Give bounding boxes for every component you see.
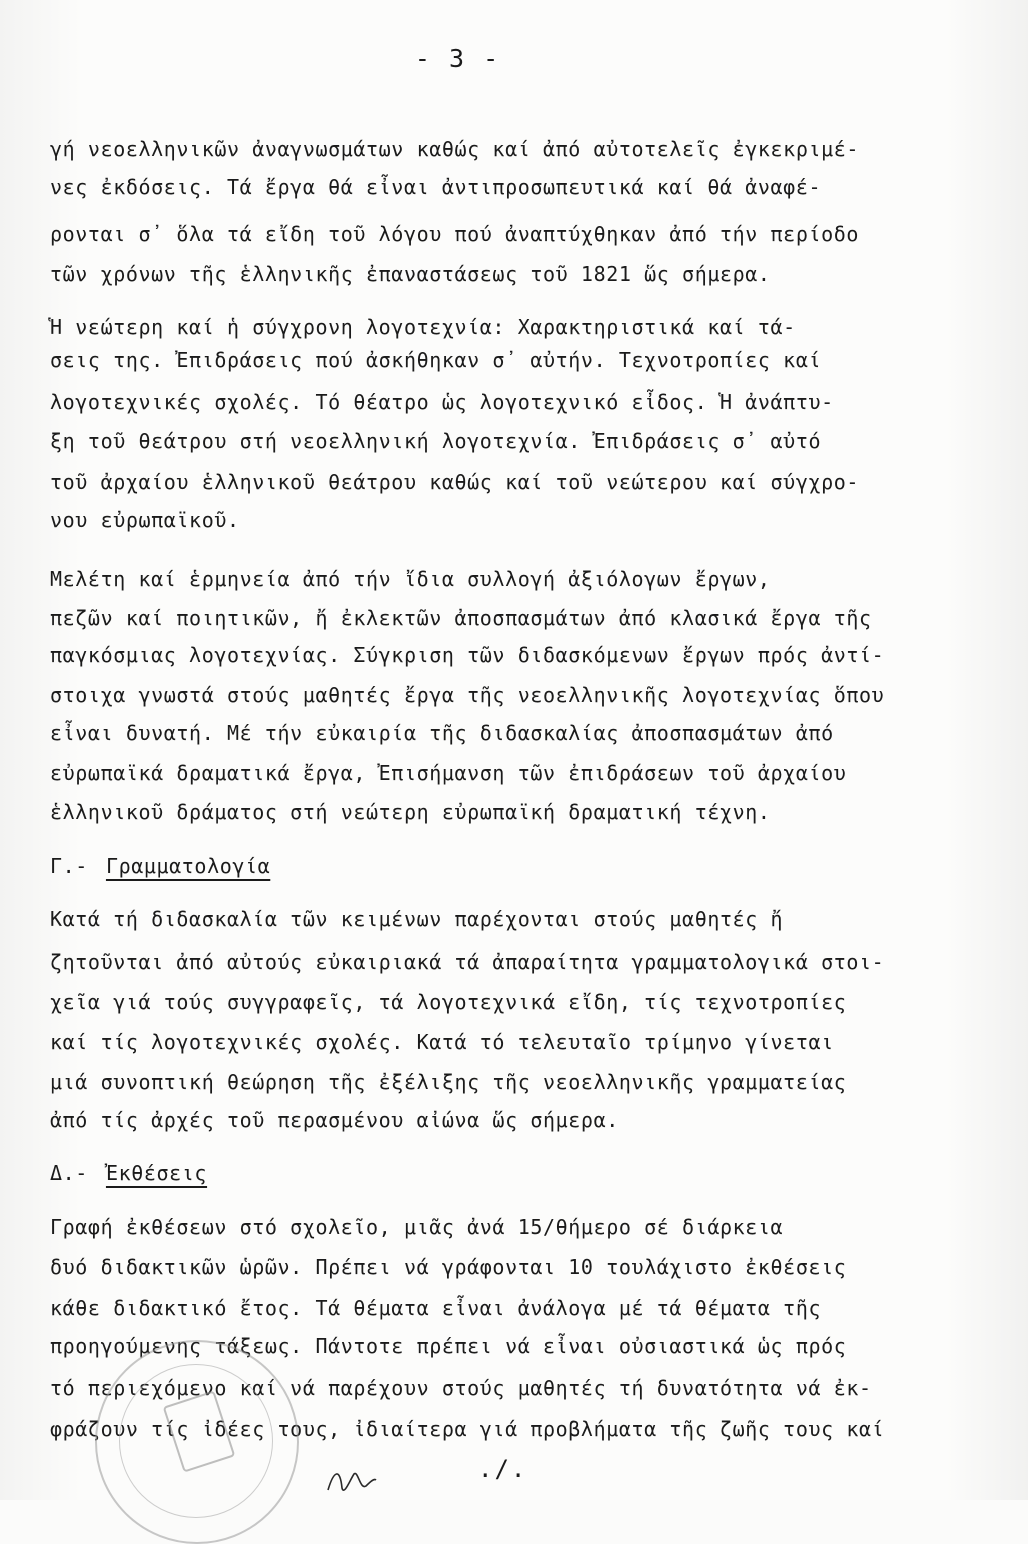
section-heading-d	[50, 1158, 207, 1188]
text-line: σεις της. Ἐπιδράσεις πού ἀσκήθηκαν σ᾽ αὐτήν. Τεχνοτροπίες καί	[50, 348, 822, 372]
text-line: κάθε διδακτικό ἔτος. Τά θέματα εἶναι ἀνάλογα μέ τά θέματα τῆς	[50, 1296, 822, 1320]
page-number: - 3 -	[414, 44, 501, 73]
continuation-mark: ./.	[478, 1455, 528, 1483]
text-line: νες ἐκδόσεις. Τά ἔργα θά εἶναι ἀντιπροσωπευτικά καί θά ἀναφέ-	[50, 175, 822, 199]
section-heading-g	[50, 851, 270, 881]
text-line: στοιχα γνωστά στούς μαθητές ἔργα τῆς νεοελληνικῆς λογοτεχνίας ὅπου	[50, 683, 885, 707]
text-line: Κατά τή διδασκαλία τῶν κειμένων παρέχονται στούς μαθητές ἤ	[50, 907, 784, 931]
text-line: ξη τοῦ θεάτρου στή νεοελληνική λογοτεχνία. Ἐπιδράσεις σ᾽ αὐτό	[50, 429, 822, 453]
text-line: παγκόσμιας λογοτεχνίας. Σύγκριση τῶν διδασκόμενων ἔργων πρός ἀντί-	[50, 643, 885, 667]
section-title: Ἐκθέσεις	[105, 1161, 208, 1185]
text-line: εὐρωπαϊκά δραματικά ἔργα, Ἐπισήμανση τῶν ἐπιδράσεων τοῦ ἀρχαίου	[50, 761, 847, 785]
text-line: ρονται σ᾽ ὅλα τά εἴδη τοῦ λόγου πού ἀναπτύχθηκαν ἀπό τήν περίοδο	[50, 222, 860, 246]
text-line: νου εὐρωπαϊκοῦ.	[50, 508, 240, 532]
section-prefix: Δ.-	[50, 1161, 88, 1185]
text-line: γή νεοελληνικῶν ἀναγνωσμάτων καθώς καί ἀπό αὐτοτελεῖς ἐγκεκριμέ-	[50, 137, 860, 161]
text-line: λογοτεχνικές σχολές. Τό θέατρο ὡς λογοτεχνικό εἶδος. Ἡ ἀνάπτυ-	[50, 390, 834, 414]
text-line: εἶναι δυνατή. Μέ τήν εὐκαιρία τῆς διδασκαλίας ἀποσπασμάτων ἀπό	[50, 721, 834, 745]
text-line: ἀπό τίς ἀρχές τοῦ περασμένου αἰώνα ὥς σήμερα.	[50, 1108, 619, 1132]
text-line: ἑλληνικοῦ δράματος στή νεώτερη εὐρωπαϊκή δραματική τέχνη.	[50, 800, 771, 824]
text-line: Γραφή ἐκθέσεων στό σχολεῖο, μιᾶς ἀνά 15/θήμερο σέ διάρκεια	[50, 1215, 784, 1239]
text-line: καί τίς λογοτεχνικές σχολές. Κατά τό τελευταῖο τρίμηνο γίνεται	[50, 1030, 834, 1054]
text-line: Ἡ νεώτερη καί ἡ σύγχρονη λογοτεχνία: Χαρακτηριστικά καί τά-	[50, 315, 796, 339]
signature-icon	[320, 1460, 380, 1500]
text-line: τοῦ ἀρχαίου ἑλληνικοῦ θεάτρου καθώς καί τοῦ νεώτερου καί σύγχρο-	[50, 470, 860, 494]
text-line: πεζῶν καί ποιητικῶν, ἤ ἐκλεκτῶν ἀποσπασμάτων ἀπό κλασικά ἔργα τῆς	[50, 606, 872, 630]
text-line: φράζουν τίς ἰδέες τους, ἰδιαίτερα γιά προβλήματα τῆς ζωῆς τους καί	[50, 1417, 885, 1441]
text-line: τῶν χρόνων τῆς ἑλληνικῆς ἐπαναστάσεως τοῦ 1821 ὥς σήμερα.	[50, 262, 771, 286]
section-prefix: Γ.-	[50, 854, 88, 878]
section-title: Γραμματολογία	[105, 854, 271, 878]
text-line: προηγούμενης τάξεως. Πάντοτε πρέπει νά εἶναι οὐσιαστικά ὡς πρός	[50, 1334, 847, 1358]
text-line: δυό διδακτικῶν ὡρῶν. Πρέπει νά γράφονται 10 τουλάχιστο ἐκθέσεις	[50, 1255, 847, 1279]
stamp-emblem-icon	[163, 1390, 236, 1472]
text-line: ζητοῦνται ἀπό αὐτούς εὐκαιριακά τά ἀπαραίτητα γραμματολογικά στοι-	[50, 950, 885, 974]
text-line: μιά συνοπτική θεώρηση τῆς ἐξέλιξης τῆς νεοελληνικῆς γραμματείας	[50, 1070, 847, 1094]
official-stamp-icon	[95, 1340, 299, 1544]
text-line: Μελέτη καί ἑρμηνεία ἀπό τήν ἴδια συλλογή ἀξιόλογων ἔργων,	[50, 567, 771, 591]
text-line: χεῖα γιά τούς συγγραφεῖς, τά λογοτεχνικά εἴδη, τίς τεχνοτροπίες	[50, 990, 847, 1014]
text-line: τό περιεχόμενο καί νά παρέχουν στούς μαθητές τή δυνατότητα νά ἐκ-	[50, 1376, 872, 1400]
